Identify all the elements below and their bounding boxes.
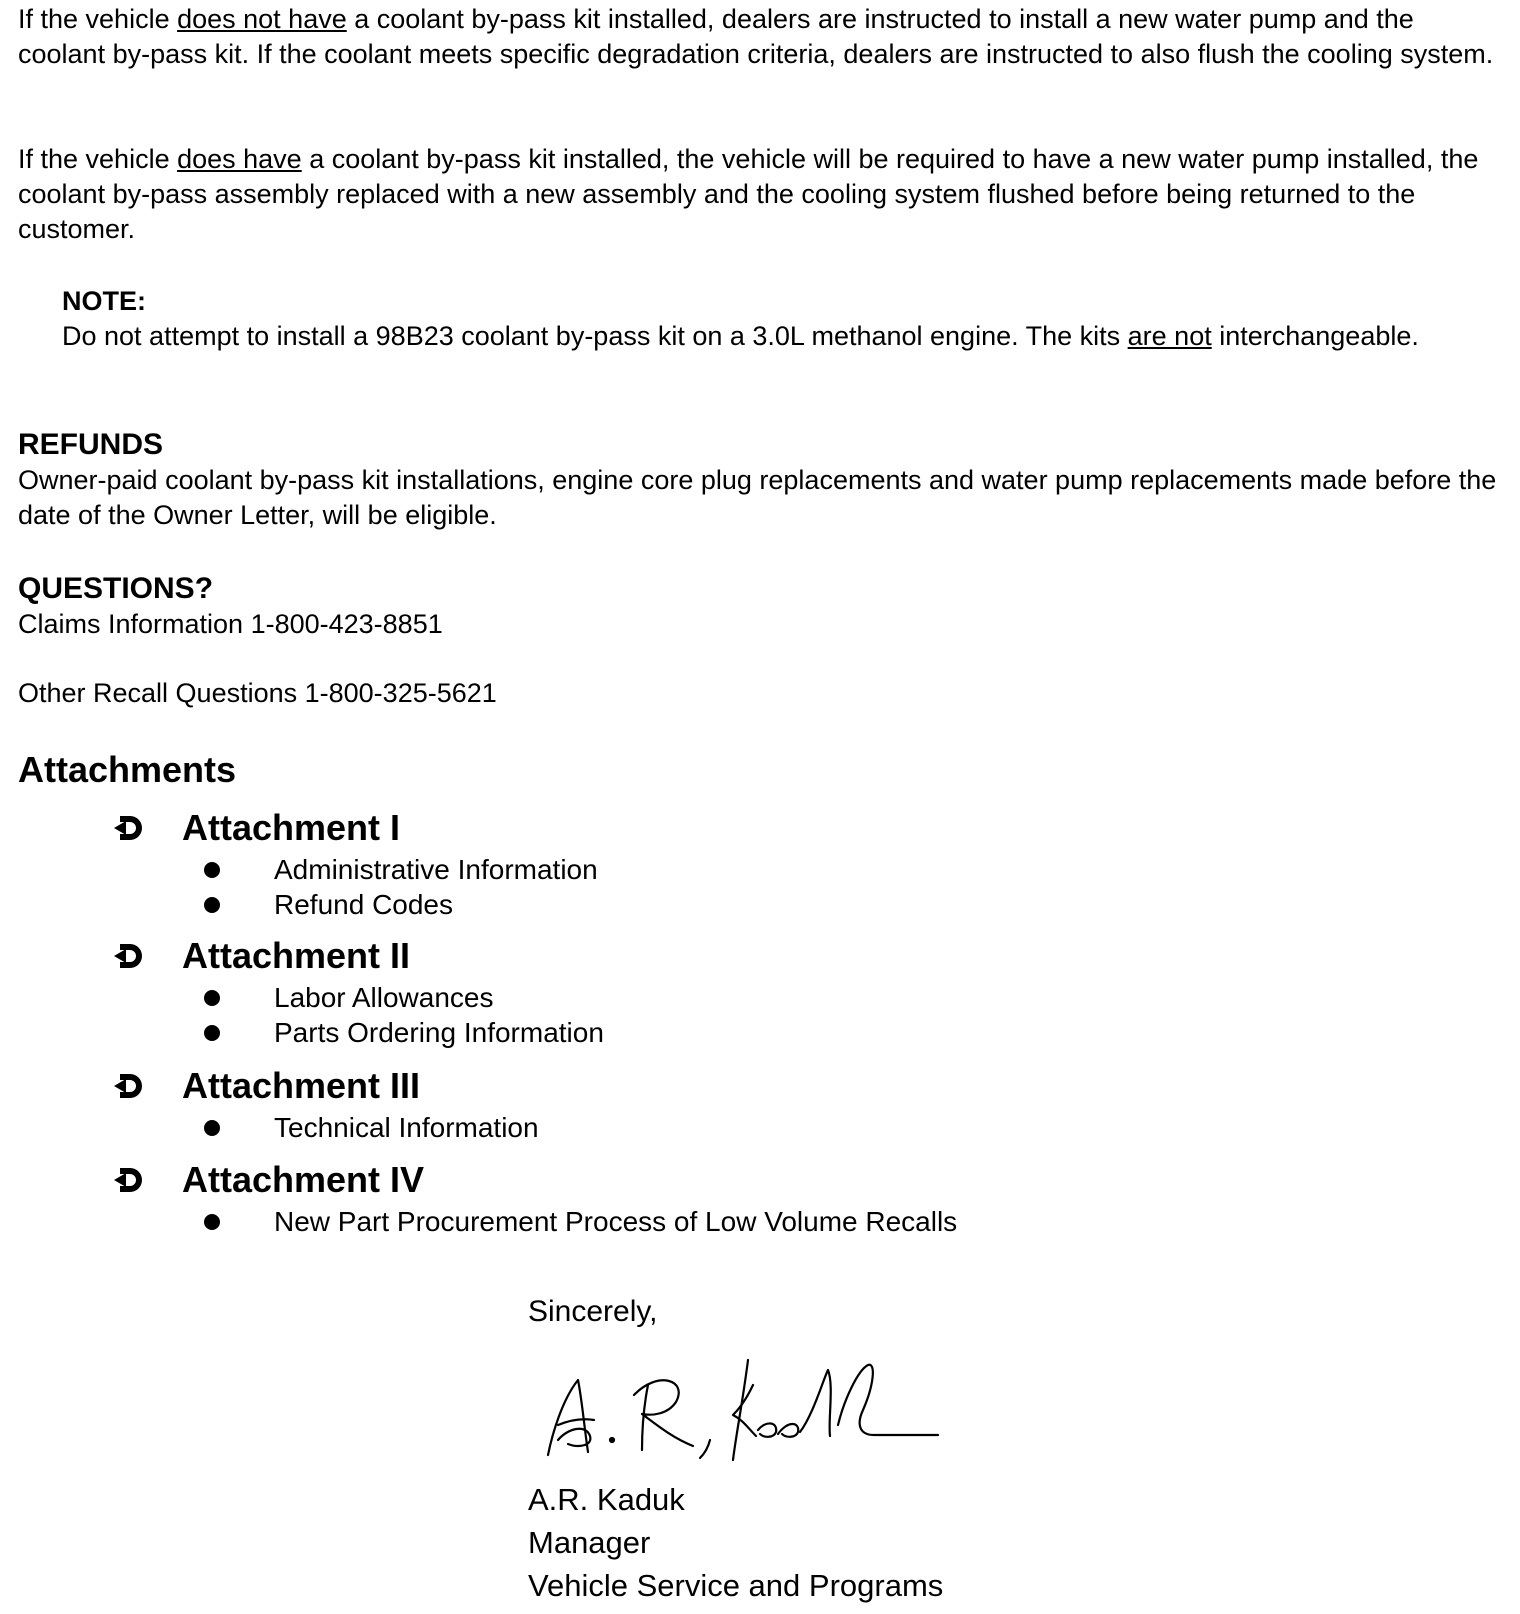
paragraph-no-kit: If the vehicle does not have a coolant by-pass kit installed, dealers are instructed to install a new water pump and the coolant by-pass kit. If the coolant meets specific degradation criteria, dealers are instructed to also flush the cooling system. <box>18 4 1494 69</box>
list-item: Administrative Information <box>204 852 598 887</box>
attachment-3 <box>112 1062 539 1145</box>
attachment-2 <box>112 932 604 1050</box>
attachment-4 <box>112 1156 957 1239</box>
note-block <box>62 284 1502 354</box>
attachment-title: Attachment I <box>182 807 401 848</box>
bullet-icon <box>204 1025 220 1041</box>
bullet-icon <box>204 862 220 878</box>
list-item: Technical Information <box>204 1110 539 1145</box>
handwritten-signature <box>538 1340 958 1470</box>
arrow-right-icon <box>112 1163 146 1197</box>
bullet-icon <box>204 897 220 913</box>
attachments-title: Attachments <box>18 749 237 790</box>
signer-role: Manager <box>528 1525 651 1560</box>
arrow-right-icon <box>112 811 146 845</box>
claims-info: Claims Information 1-800-423-8851 <box>18 609 443 639</box>
emphasis-does-have: does have <box>177 144 302 174</box>
attachment-1 <box>112 804 598 922</box>
bullet-icon <box>204 1120 220 1136</box>
refunds-section <box>18 427 1508 533</box>
arrow-right-icon <box>112 939 146 973</box>
other-recall-questions: Other Recall Questions 1-800-325-5621 <box>18 678 497 708</box>
emphasis-are-not: are not <box>1127 321 1212 351</box>
signer-department: Vehicle Service and Programs <box>528 1568 944 1603</box>
list-item: Labor Allowances <box>204 980 604 1015</box>
signer-name: A.R. Kaduk <box>528 1482 685 1517</box>
emphasis-does-not-have: does not have <box>177 4 347 34</box>
note-title: NOTE: <box>62 286 146 316</box>
attachment-title: Attachment II <box>182 935 411 976</box>
paragraph-with-kit: If the vehicle does have a coolant by-pass kit installed, the vehicle will be required to have a new water pump installed, the coolant by-pass assembly replaced with a new assembly and the cooling system flushed before being returned to the customer. <box>18 144 1479 244</box>
note-text: Do not attempt to install a 98B23 coolant by-pass kit on a 3.0L methanol engine. The kits are not interchangeable. <box>62 321 1419 351</box>
list-item: Parts Ordering Information <box>204 1015 604 1050</box>
closing-salutation: Sincerely, <box>528 1295 658 1328</box>
bullet-icon <box>204 1214 220 1230</box>
questions-section <box>18 571 1508 642</box>
refunds-text: Owner-paid coolant by-pass kit installations, engine core plug replacements and water pump replacements made before the date of the Owner Letter, will be eligible. <box>18 465 1497 530</box>
questions-title: QUESTIONS? <box>18 572 214 605</box>
list-item: New Part Procurement Process of Low Volume Recalls <box>204 1204 957 1239</box>
signature-block <box>528 1478 943 1607</box>
bullet-icon <box>204 990 220 1006</box>
arrow-right-icon <box>112 1069 146 1103</box>
refunds-title: REFUNDS <box>18 428 164 461</box>
list-item: Refund Codes <box>204 887 598 922</box>
attachment-title: Attachment III <box>182 1065 421 1106</box>
attachment-title: Attachment IV <box>182 1159 425 1200</box>
